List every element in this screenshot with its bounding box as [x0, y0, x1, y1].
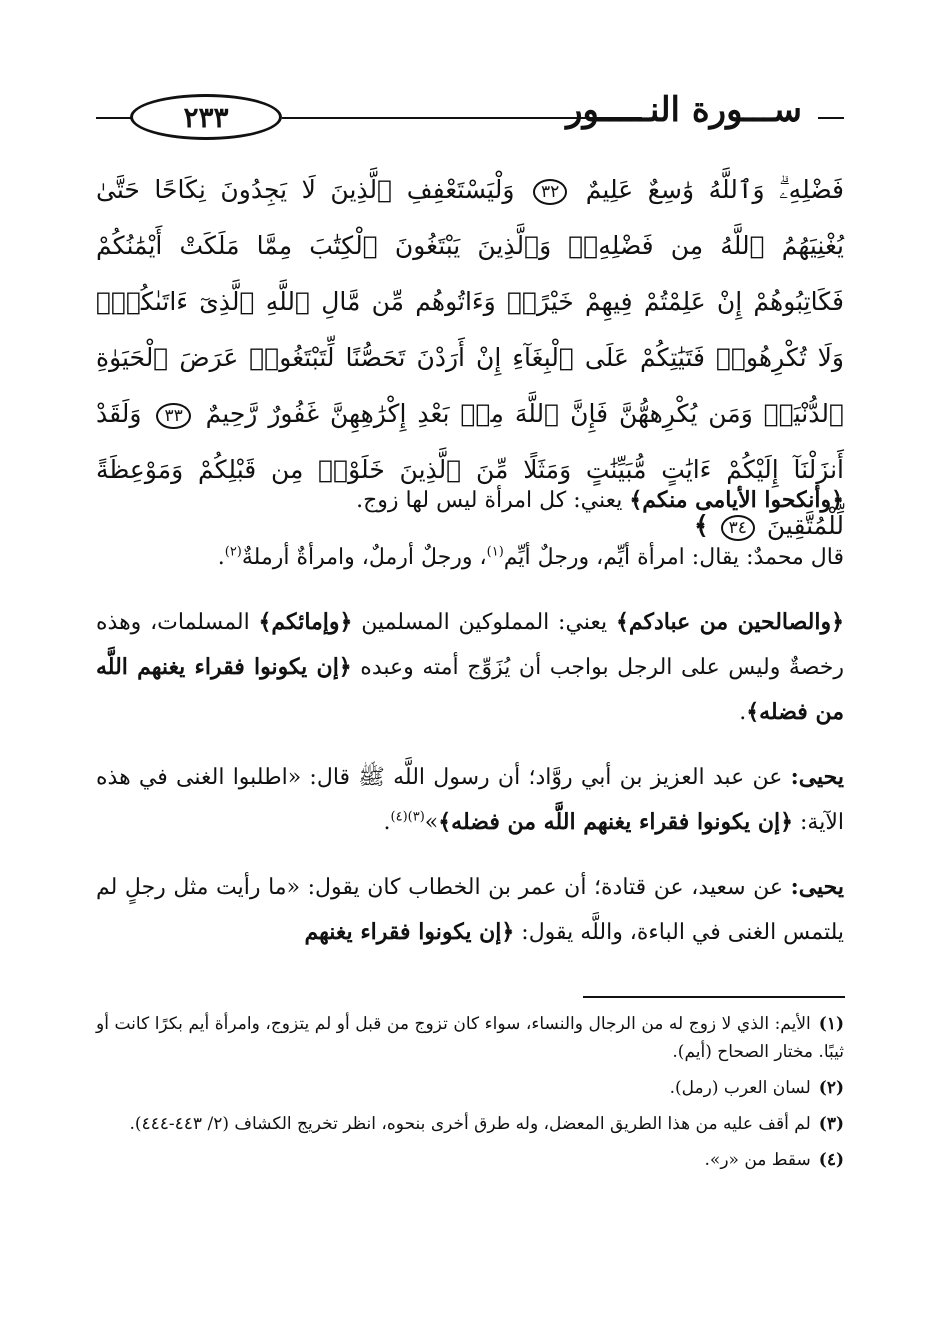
ayah-number-33: ٣٣: [156, 403, 190, 429]
verse-quote: ﴿والصالحين من عبادكم﴾: [615, 609, 845, 635]
surah-title: ســـورة النـــــور: [566, 90, 802, 130]
footnote-number: (٣): [818, 1114, 844, 1134]
footnotes: [96, 1010, 844, 1182]
footnote-ref[interactable]: (٤): [390, 809, 408, 825]
commentary-text: المسلمات، وهذه رخصةٌ وليس على الرجل بواجب أن يُزَوِّج أمته وعبده: [96, 610, 844, 680]
verse-quote: ﴿وإمائكم﴾: [258, 609, 353, 635]
footnote-ref[interactable]: (٣): [407, 809, 425, 825]
ayah-number-34: ٣٤: [721, 515, 755, 541]
page-header: [96, 84, 844, 148]
commentary: [96, 478, 844, 975]
commentary-text: .: [217, 545, 225, 570]
page-number: ٢٣٣: [130, 94, 282, 140]
footnote-3: [96, 1110, 844, 1138]
verse-quote: ﴿إن يكونوا فقراء يغنهم: [304, 919, 515, 945]
verse-quote: ﴿إن يكونوا فقراء يغنهم اللَّه من فضله﴾: [96, 654, 844, 725]
ayah-number-32: ٣٢: [533, 179, 567, 205]
quran-end-bracket: ﴾: [694, 511, 709, 540]
footnote-separator: [583, 996, 845, 998]
commentary-text: عن عبد العزيز بن أبي روَّاد؛ أن رسول اللَّه ﷺ قال: «اطلبوا الغنى في هذه الآية:: [96, 765, 844, 835]
footnote-ref[interactable]: (٢): [224, 544, 242, 560]
commentary-text: يعني: المملوكين المسلمين: [352, 610, 616, 635]
header-rule-left: [96, 117, 132, 119]
footnote-text: الأيم: الذي لا زوج له من الرجال والنساء، سواء كان تزوج من قبل أو لم يتزوج، وامرأة أيم بكرًا كانت أو ثيبًا. مختار الصحاح (أيم).: [96, 1014, 844, 1062]
footnote-number: (١): [818, 1014, 844, 1034]
footnote-1: [96, 1010, 844, 1066]
commentary-paragraph: [96, 535, 844, 580]
header-rule-right: [818, 117, 844, 119]
narrator-label: يحيى:: [790, 764, 844, 790]
quran-segment-2: وَلْيَسْتَعْفِفِ ٱلَّذِينَ لَا يَجِدُونَ نِكَاحًا حَتَّىٰ يُغْنِيَهُمُ ٱللَّهُ مِن فَضْلِهِۦۗ وَٱلَّذِينَ يَبْتَغُونَ ٱلْكِتَٰبَ مِمَّا مَلَكَتْ أَيْمَٰنُكُمْ فَكَاتِبُوهُمْ إِنْ عَلِمْتُمْ فِيهِمْ خَيْرًاۖ وَءَاتُوهُم مِّن مَّالِ ٱللَّهِ ٱلَّذِىٓ ءَاتَىٰكُمْۚ وَلَا تُكْرِهُوا۟ فَتَيَٰتِكُمْ عَلَى ٱلْبِغَآءِ إِنْ أَرَدْنَ تَحَصُّنًا لِّتَبْتَغُوا۟ عَرَضَ ٱلْحَيَوٰةِ ٱلدُّنْيَاۚ وَمَن يُكْرِههُّنَّ فَإِنَّ ٱللَّهَ مِنۢ بَعْدِ إِكْرَٰهِهِنَّ غَفُورٌ رَّحِيمٌ: [96, 175, 844, 428]
commentary-paragraph: [96, 478, 844, 523]
footnote-2: [96, 1074, 844, 1102]
footnote-4: [96, 1146, 844, 1174]
commentary-text: عن سعيد، عن قتادة؛ أن عمر بن الخطاب كان يقول: «ما رأيت مثل رجلٍ لم يلتمس الغنى في الباءة، واللَّه يقول:: [96, 875, 844, 945]
footnote-text: لم أقف عليه من هذا الطريق المعضل، وله طرق أخرى بنحوه، انظر تخريج الكشاف (٢/ ٤٤٣-٤٤٤).: [129, 1114, 811, 1134]
verse-quote: ﴿وأنكحوا الأيامى منكم﴾: [629, 487, 844, 513]
commentary-paragraph: [96, 865, 844, 955]
footnote-number: (٢): [818, 1078, 844, 1098]
narrator-label: يحيى:: [790, 874, 844, 900]
footnote-text: سقط من «ر».: [704, 1150, 811, 1170]
commentary-text: .: [739, 700, 747, 725]
footnote-number: (٤): [818, 1150, 844, 1170]
commentary-text: »: [424, 810, 439, 835]
commentary-text: .: [383, 810, 391, 835]
quran-segment-1: فَضْلِهِۦۗ وَٱللَّهُ وَٰسِعٌ عَلِيمٌ: [585, 175, 844, 204]
commentary-text: يعني: كل امرأة ليس لها زوج.: [356, 488, 630, 513]
verse-quote: ﴿إن يكونوا فقراء يغنهم اللَّه من فضله﴾: [438, 809, 794, 835]
commentary-text: ، ورجلٌ أرملٌ، وامرأةٌ أرملةٌ: [241, 545, 487, 570]
commentary-paragraph: [96, 755, 844, 845]
footnote-text: لسان العرب (رمل).: [669, 1078, 811, 1098]
quran-segment-3: وَلَقَدْ أَنزَلْنَآ إِلَيْكُمْ ءَايَٰتٍ مُّبَيِّنَٰتٍ وَمَثَلًا مِّنَ ٱلَّذِينَ خَلَوْا۟ مِن قَبْلِكُمْ وَمَوْعِظَةً لِّلْمُتَّقِينَ: [96, 399, 844, 540]
footnote-ref[interactable]: (١): [486, 544, 504, 560]
commentary-paragraph: [96, 600, 844, 735]
commentary-text: قال محمدٌ: يقال: امرأة أيِّم، ورجلٌ أيِّم: [503, 545, 844, 570]
